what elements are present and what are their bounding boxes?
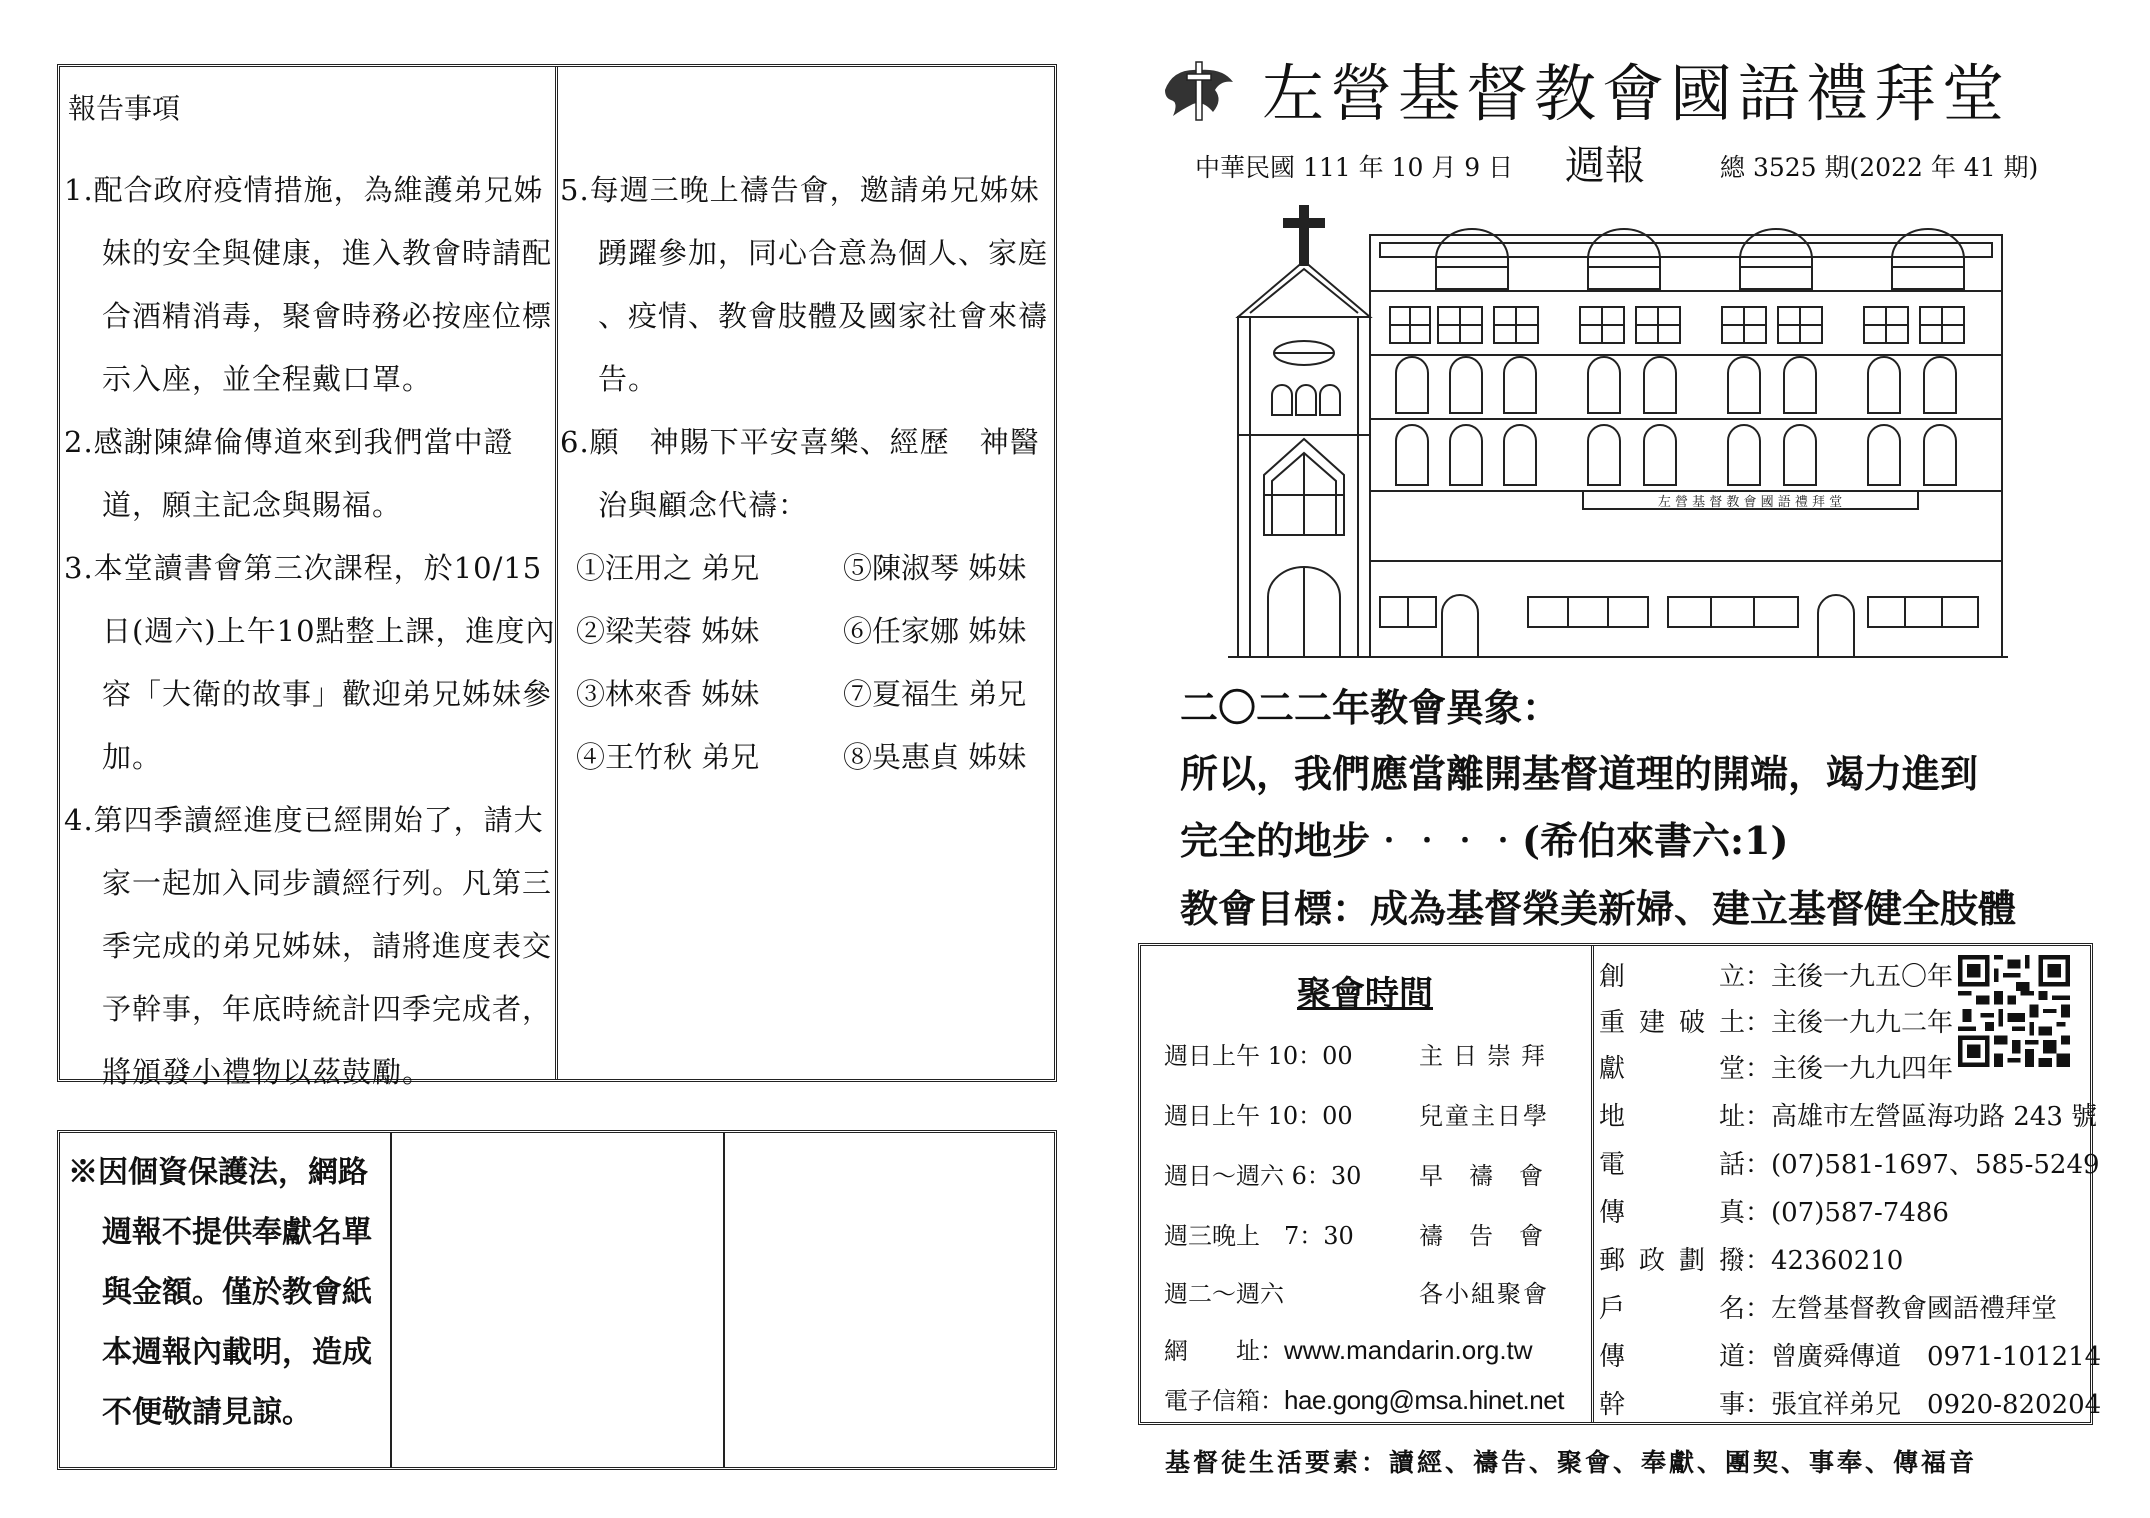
info-row-preacher: 傳道：曾廣舜傳道 0971-101214 xyxy=(1599,1342,2102,1372)
info-row-secretary: 幹事：張宜祥弟兄 0920-820204 xyxy=(1599,1390,2102,1420)
announcement-item-6: 6.願 神賜下平安喜樂、經歷 神醫 治與顧念代禱： xyxy=(560,425,1040,522)
announcements-box xyxy=(57,64,1057,1089)
info-row-fax: 傳真：(07)587-7486 xyxy=(1599,1198,1949,1228)
announcement-item-5: 5.每週三晚上禱告會，邀請弟兄姊妹 踴躍參加，同心合意為個人、家庭 、疫情、教會肢體及國家社會來禱 告。 xyxy=(560,173,1049,396)
prayer-name: ①汪用之 弟兄 xyxy=(576,551,760,585)
offering-box xyxy=(57,1130,1057,1470)
offering-empty-cell xyxy=(393,1133,725,1467)
info-row-founded: 創立：主後一九五〇年 xyxy=(1599,962,1954,992)
announcement-item-1: 1.配合政府疫情措施，為維護弟兄姊 妹的安全與健康，進入教會時請配 合酒精消毒，聚會時務必按座位標 示入座，並全程戴口罩。 xyxy=(64,173,553,396)
prayer-name: ⑤陳淑琴 姊妹 xyxy=(843,551,1027,585)
info-row-dedication: 獻堂：主後一九九四年 xyxy=(1599,1054,1954,1084)
meeting-row: 週日上午 10：00 主日崇拜 xyxy=(1164,1042,1555,1070)
announcements-left-column xyxy=(60,67,558,1089)
qr-code-icon[interactable] xyxy=(1958,955,2070,1067)
info-row-groundbreaking: 重建破土：主後一九九二年 xyxy=(1599,1008,1954,1038)
church-building-illustration xyxy=(1228,205,2008,665)
meeting-row: 週二～週六 各小組聚會 xyxy=(1164,1280,1549,1308)
vision-line-2: 完全的地步‧‧‧‧(希伯來書六:1) xyxy=(1180,818,1789,863)
meeting-times-title: 聚會時間 xyxy=(1297,974,1433,1014)
vision-line-1: 所以，我們應當離開基督道理的開端，竭力進到 xyxy=(1180,751,1979,796)
announcement-item-4: 4.第四季讀經進度已經開始了，請大 家一起加入同步讀經行列。凡第三 季完成的弟兄姊妹，請將進度表交 予幹事，年底時統計四季完成者， 將頒發小禮物以茲鼓勵。 xyxy=(64,803,553,1089)
issue-number: 總 3525 期(2022 年 41 期) xyxy=(1720,153,2039,182)
announcements-title: 報告事項 xyxy=(68,92,181,125)
meeting-row: 週日～週六 6：30 早禱會 xyxy=(1164,1162,1569,1190)
info-row-account-name: 戶名：左營基督教會國語禮拜堂 xyxy=(1599,1294,2058,1324)
christian-life-essentials: 基督徒生活要素：讀經、禱告、聚會、奉獻、團契、事奉、傳福音 xyxy=(1165,1448,1978,1477)
church-info-box xyxy=(1138,943,2102,1425)
prayer-name: ⑦夏福生 弟兄 xyxy=(843,677,1027,711)
info-row-phone: 電話：(07)581-1697、585-5249 xyxy=(1599,1150,2100,1180)
prayer-name: ③林來香 姊妹 xyxy=(576,677,760,711)
prayer-name: ⑥任家娜 姊妹 xyxy=(843,614,1027,648)
vision-title: 二〇二二年教會異象： xyxy=(1180,685,1561,730)
info-row-address: 地址：高雄市左營區海功路 243 號 xyxy=(1599,1102,2098,1132)
church-goal: 教會目標：成為基督榮美新婦、建立基督健全肢體 xyxy=(1180,886,2017,931)
announcement-item-3: 3.本堂讀書會第三次課程，於10/15 日(週六)上午10點整上課，進度內 容「大衛的故事」歡迎弟兄姊妹參 加。 xyxy=(64,551,556,774)
website-link[interactable]: www.mandarin.org.tw xyxy=(1284,1335,1533,1365)
prayer-name: ④王竹秋 弟兄 xyxy=(576,740,760,774)
website-row: 網 址：www.mandarin.org.tw xyxy=(1164,1335,1533,1365)
meeting-row: 週三晚上 7：30 禱告會 xyxy=(1164,1222,1569,1250)
building-sign: 左 營 基 督 教 會 國 語 禮 拜 堂 xyxy=(1657,495,1843,510)
email-row: 電子信箱：hae.gong@msa.hinet.net xyxy=(1164,1385,1564,1415)
issue-date: 中華民國 111 年 10 月 9 日 xyxy=(1195,153,1514,182)
offering-notice-cell xyxy=(60,1133,392,1467)
church-title: 左營基督教會國語禮拜堂 xyxy=(1262,57,2011,130)
meeting-row: 週日上午 10：00 兒童主日學 xyxy=(1164,1102,1549,1130)
prayer-list-col-2 xyxy=(843,537,1026,789)
prayer-name: ⑧吳惠貞 姊妹 xyxy=(843,740,1027,774)
email-link[interactable]: hae.gong@msa.hinet.net xyxy=(1284,1385,1564,1415)
announcements-right-column xyxy=(558,67,1054,1079)
info-row-postal-account: 郵政劃撥：42360210 xyxy=(1599,1246,1904,1276)
privacy-notice: ※因個資保護法，網路 週報不提供奉獻名單 與金額。僅於教會紙 本週報內載明，造成 不便敬請見諒。 xyxy=(68,1155,372,1430)
weekly-label: 週報 xyxy=(1565,143,1645,189)
prayer-name: ②梁芙蓉 姊妹 xyxy=(576,614,760,648)
church-logo-icon xyxy=(1163,60,1235,122)
announcement-item-2: 2.感謝陳緯倫傳道來到我們當中證 道，願主記念與賜福。 xyxy=(64,425,514,522)
meeting-times-panel xyxy=(1141,946,1594,1422)
prayer-list-col-1 xyxy=(576,537,759,789)
